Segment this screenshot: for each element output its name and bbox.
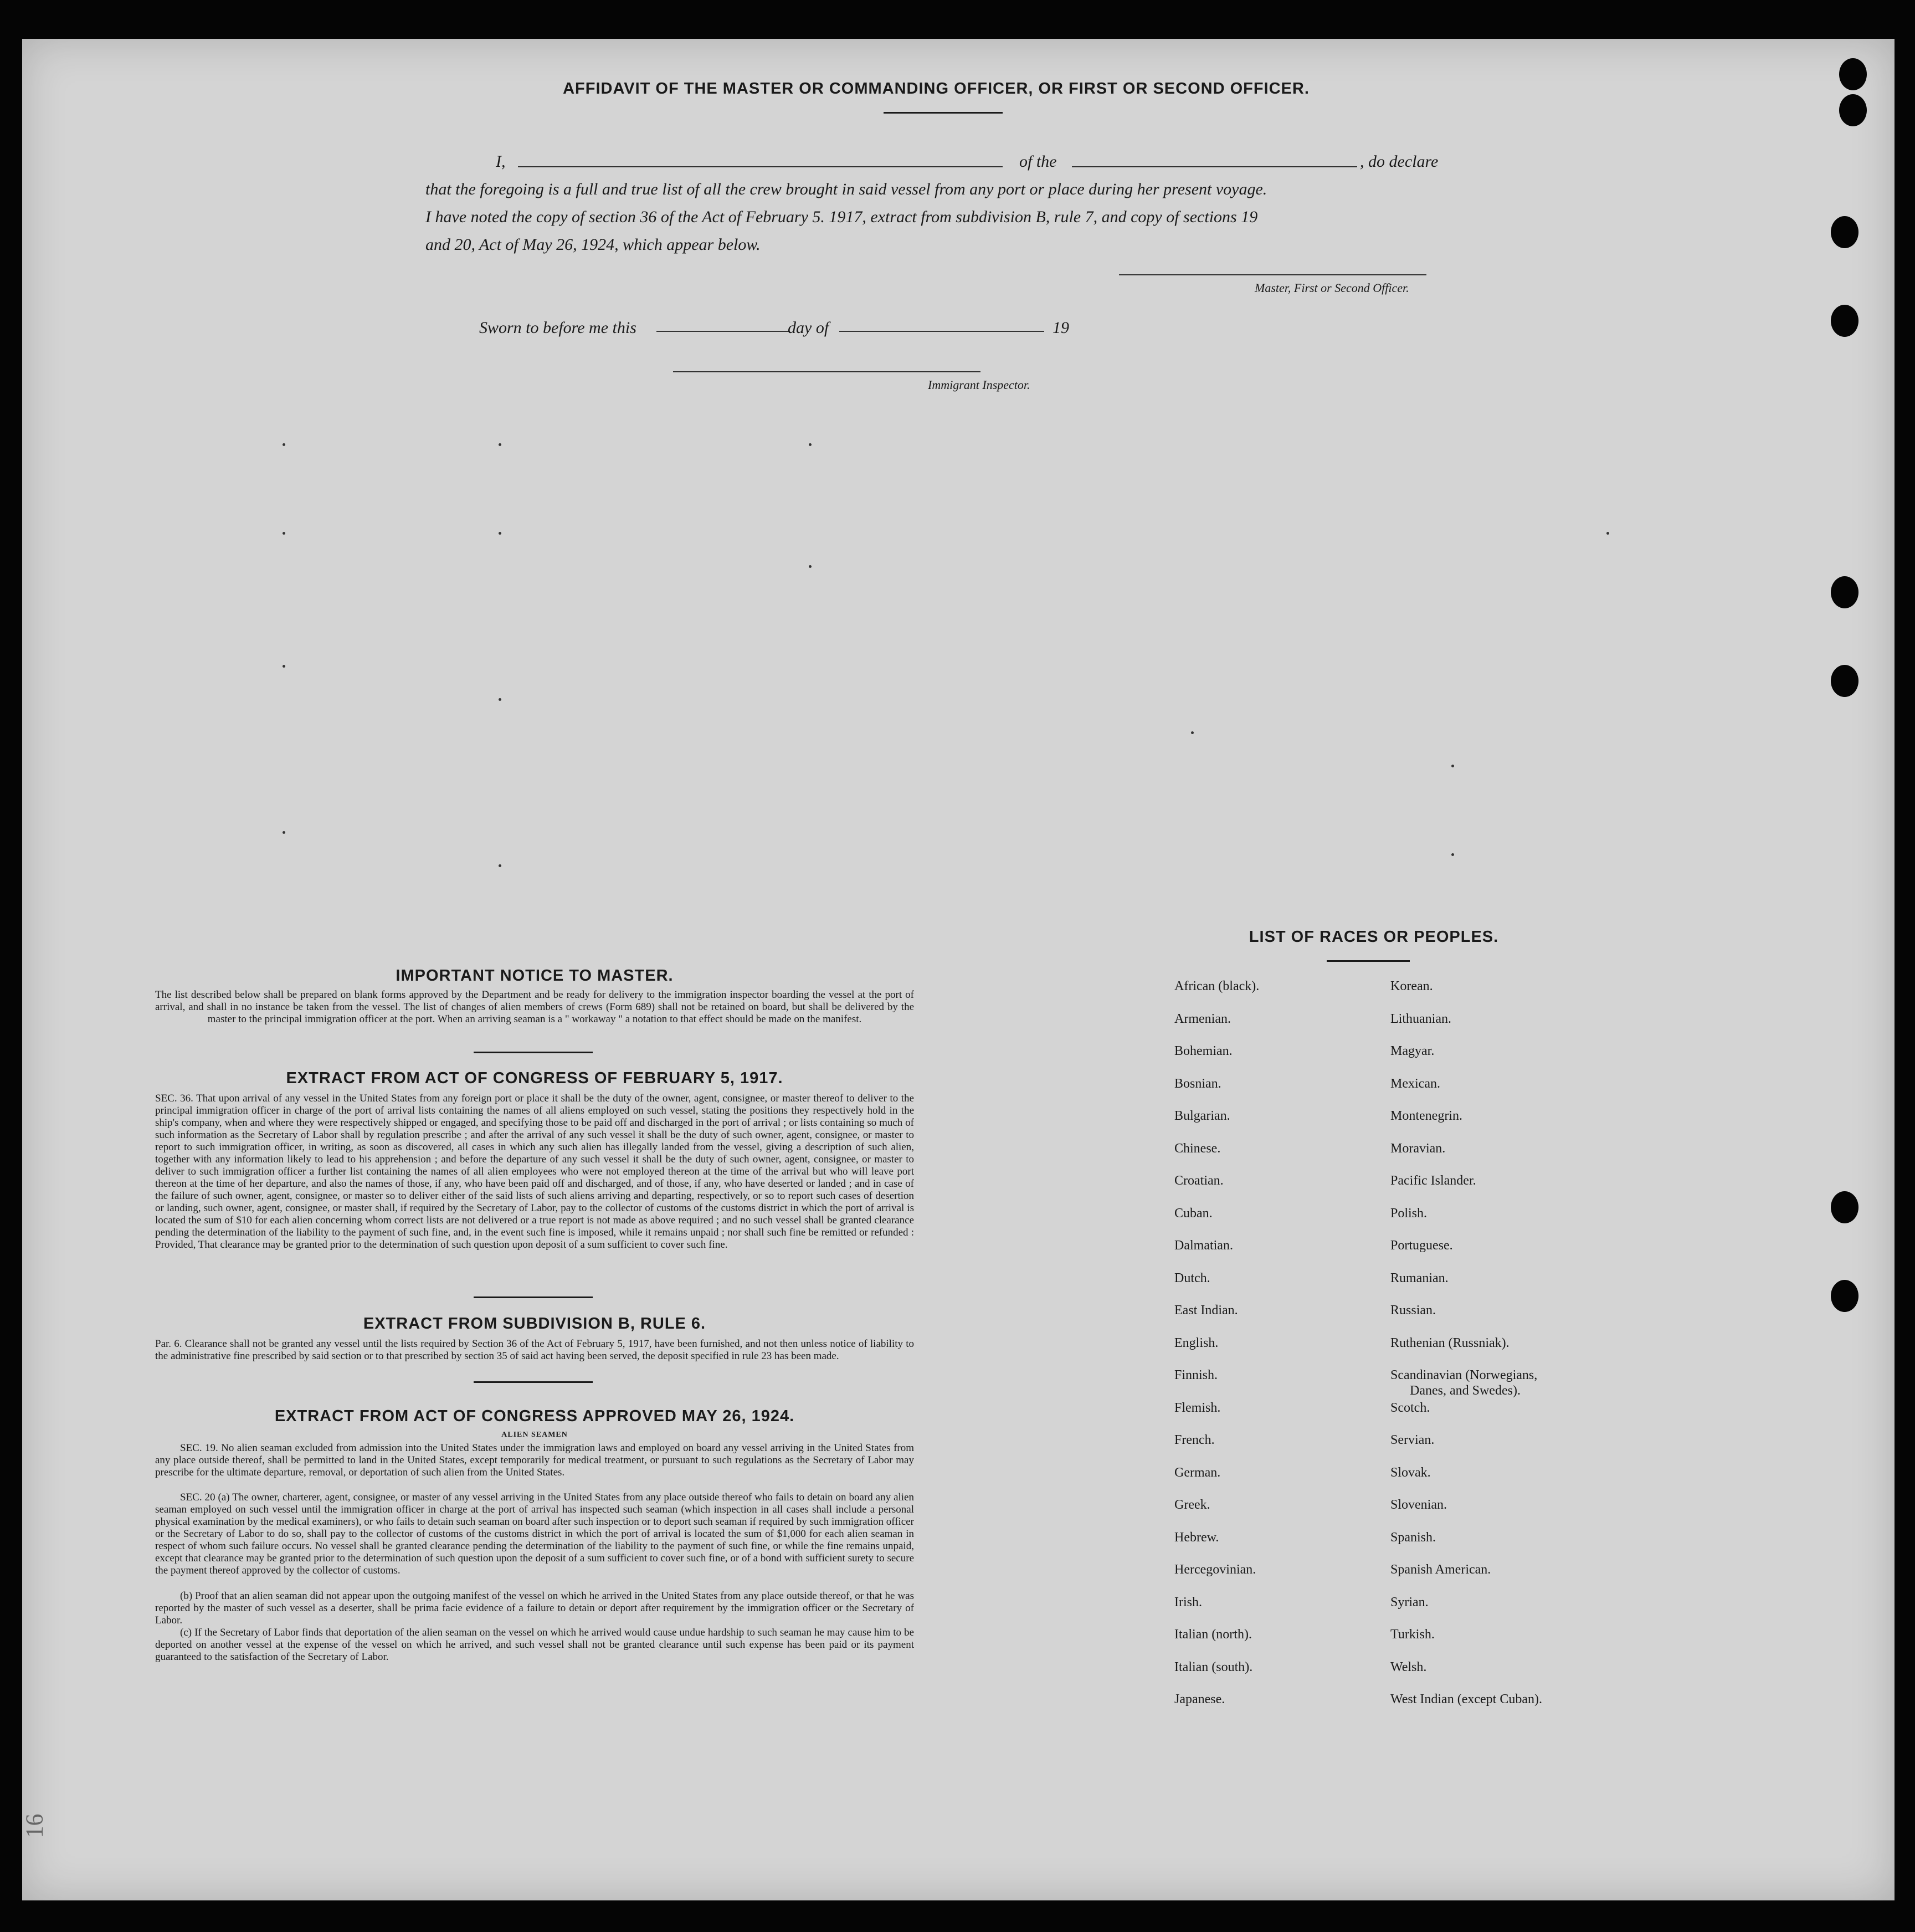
races-title: LIST OF RACES OR PEOPLES. [1249,928,1499,946]
race-item: Japanese. [1174,1692,1225,1706]
affidavit-i-label: I, [496,152,506,171]
race-item: Dalmatian. [1174,1238,1233,1253]
day-blank-line [656,331,789,332]
race-item: Bosnian. [1174,1076,1221,1091]
race-item: African (black). [1174,979,1260,993]
year-label: 19 [1053,319,1069,337]
race-item: Chinese. [1174,1141,1221,1156]
month-blank-line [839,331,1044,332]
binder-hole [1831,1191,1858,1223]
race-item: French. [1174,1433,1215,1447]
race-item: German. [1174,1465,1221,1480]
vessel-blank-line [1072,166,1357,167]
bleed-mark [283,665,285,668]
affidavit-line-3: I have noted the copy of section 36 of the Act of February 5. 1917, extract from subdivision B, rule 7, and copy of sections 19 [425,208,1258,226]
race-item: West Indian (except Cuban). [1390,1692,1542,1706]
race-item: Greek. [1174,1498,1210,1512]
bleed-mark [499,443,501,446]
race-item: Spanish American. [1390,1562,1491,1577]
bleed-mark [499,698,501,701]
bleed-mark [1606,532,1609,535]
race-item: Slovak. [1390,1465,1431,1480]
race-item: Dutch. [1174,1270,1210,1285]
race-item: Syrian. [1390,1595,1429,1610]
section-divider [474,1052,593,1053]
extract-1917-title: EXTRACT FROM ACT OF CONGRESS OF FEBRUARY 5, 1917. [286,1069,783,1087]
race-item: Armenian. [1174,1011,1231,1026]
race-item: Croatian. [1174,1173,1224,1188]
race-item: English. [1174,1335,1219,1350]
affidavit-do-declare: , do declare [1360,152,1439,171]
race-item: Polish. [1390,1206,1428,1221]
inspector-caption: Immigrant Inspector. [928,378,1030,392]
race-item: Montenegrin. [1390,1109,1462,1123]
race-item: Italian (north). [1174,1627,1252,1642]
binder-hole [1831,216,1858,248]
signature-caption: Master, First or Second Officer. [1255,281,1409,295]
inspector-signature-line [673,371,980,372]
races-title-underline [1327,960,1410,962]
race-item: East Indian. [1174,1303,1238,1318]
race-item: Mexican. [1390,1076,1440,1091]
bleed-mark [809,565,812,568]
extract-1924-title: EXTRACT FROM ACT OF CONGRESS APPROVED MAY 26, 1924. [274,1407,795,1425]
race-item: Scotch. [1390,1400,1430,1415]
race-item: Finnish. [1174,1368,1218,1382]
race-item: Welsh. [1390,1659,1427,1674]
race-item: Irish. [1174,1595,1202,1610]
binder-hole [1831,305,1858,337]
bleed-mark [283,532,285,535]
alien-seamen-subtitle: ALIEN SEAMEN [501,1431,568,1439]
margin-mark: 16 [20,1813,48,1838]
race-item: Hercegovinian. [1174,1562,1256,1577]
bleed-mark [1191,731,1194,734]
race-item: Bohemian. [1174,1044,1233,1058]
extract-1924-sec-20c: (c) If the Secretary of Labor finds that deportation of the alien seaman on the vessel on which he arrived would cause undue hardship to such seaman he may cause him to be deported on another vessel at the expense of the vessel on which he arrived, and such vessel shall not be granted clearance until such expense has been paid or its payment guaranteed to the satisfaction of the Secretary of Labor. [155,1627,914,1663]
race-item: Hebrew. [1174,1530,1219,1545]
affidavit-title: AFFIDAVIT OF THE MASTER OR COMMANDING OFFICER, OR FIRST OR SECOND OFFICER. [563,80,1310,98]
race-item: Bulgarian. [1174,1109,1230,1123]
notice-title: IMPORTANT NOTICE TO MASTER. [396,967,674,985]
bleed-mark [499,864,501,867]
race-item: Turkish. [1390,1627,1435,1642]
extract-1924-sec-19: SEC. 19. No alien seaman excluded from admission into the United States under the immigration laws and employed on board any vessel arriving in the United States from any place outside thereof, shall be permitted to land in the United States, except temporarily for medical treatment, or pursuant to such regulations as the Secretary of Labor may prescribe for the ultimate departure, removal, or deportation of such alien from the United States. [155,1442,914,1478]
race-item: Korean. [1390,979,1433,993]
race-item: Flemish. [1174,1400,1221,1415]
signature-line [1119,274,1426,275]
affidavit-of-the: of the [1019,152,1057,171]
name-blank-line [518,166,1003,167]
race-item: Russian. [1390,1303,1436,1318]
race-item: Ruthenian (Russniak). [1390,1335,1510,1350]
bleed-mark [1451,853,1454,856]
notice-text: The list described below shall be prepared on blank forms approved by the Department and be ready for delivery to the immigration inspector boarding the vessel at the port of arrival, and shall in no instance be taken from the vessel. The list of changes of alien members of crews (Form 689) shall not be retained on board, but shall be delivered by the master to the principal immigration officer at the port. When an arriving seaman is a " workaway " a notation to that effect should be made on the manifest. [155,989,914,1025]
race-item: Cuban. [1174,1206,1213,1221]
race-item: Portuguese. [1390,1238,1453,1253]
race-item: Magyar. [1390,1044,1435,1058]
race-item: Rumanian. [1390,1270,1449,1285]
extract-subdivision-b-text: Par. 6. Clearance shall not be granted any vessel until the lists required by Section 36 of the Act of February 5, 1917, have been furnished, and not then unless notice of liability to the administrative fine prescribed by said section or to that prescribed by section 35 of said act having been served, the deposit specified in rule 23 has been made. [155,1338,914,1362]
bleed-mark [499,532,501,535]
race-item: Pacific Islander. [1390,1173,1476,1188]
race-scandinavian-continued: Danes, and Swedes). [1410,1383,1521,1398]
race-item: Scandinavian (Norwegians, [1390,1368,1538,1382]
day-of-label: day of [788,319,829,337]
race-item: Servian. [1390,1433,1435,1447]
sworn-label: Sworn to before me this [479,319,636,337]
bleed-mark [1451,765,1454,767]
race-item: Spanish. [1390,1530,1436,1545]
race-item: Lithuanian. [1390,1011,1451,1026]
section-divider [474,1381,593,1383]
extract-1917-text: SEC. 36. That upon arrival of any vessel in the United States from any foreign port or place it shall be the duty of the owner, agent, consignee, or master thereof to deliver to the principal immigration officer in charge of the port of arrival lists containing the names of all aliens employed on such vessel, stating the positions they respectively hold in the ship's company, when and where they were respectively shipped or engaged, and specifying those to be paid off and discharged in the port of arrival ; or lists containing so much of such information as the Secretary of Labor shall by regulation prescribe ; and after the arrival of any such vessel it shall be the duty of such owner, agent, consignee, or master to report to such immigration officer, in writing, as soon as discovered, all cases in which any such alien has illegally landed from the vessel, giving a description of such alien, together with any information likely to lead to his apprehension ; and before the departure of any such vessel it shall be the duty of such owner, agent, consignee, or master to deliver to such immigration officer a further list containing the names of all alien employees who were not employed thereon at the time of the arrival but who will leave port thereon at the time of her departure, and also the names of those, if any, who have been paid off and discharged, and of those, if any, who have deserted or landed ; and in case of the failure of such owner, agent, consignee, or master so to deliver either of the said lists of such aliens arriving and departing, respectively, or so to report such cases of desertion or landing, such owner, agent, consignee, or master shall, if required by the Secretary of Labor, pay to the collector of customs of the customs district in which the port of arrival is located the sum of $10 for each alien concerning whom correct lists are not delivered or a true report is not made as above required ; and no such vessel shall be granted clearance pending the determination of the liability to the payment of such fine, and, in the event such fine is imposed, while it remains unpaid ; nor shall such fine be remitted or refunded : Provided, That clearance may be granted prior to the determination of such question upon deposit of a sum sufficient to cover such fine. [155,1093,914,1251]
extract-1924-sec-20a: SEC. 20 (a) The owner, charterer, agent, consignee, or master of any vessel arriving in the United States from any place outside thereof who fails to detain on board any alien seaman employed on such vessel until the immigration officer in charge at the port of arrival has inspected such seaman (which inspection in all cases shall include a personal physical examination by the medical examiners), or who fails to detain such seaman on board after such inspection or to deport such seaman if required by such immigration officer or the Secretary of Labor to do so, shall pay to the collector of customs of the customs district in which the port of arrival is located the sum of $1,000 for each alien seaman in respect of whom such failure occurs. No vessel shall be granted clearance pending the determination of the liability to the payment of such fine, or while the fine remains unpaid, except that clearance may be granted prior to the determination of such question upon the deposit of a sum sufficient to cover such fine, or of a bond with sufficient surety to secure the payment thereof approved by the collector of customs. [155,1492,914,1576]
bleed-mark [283,443,285,446]
extract-subdivision-b-title: EXTRACT FROM SUBDIVISION B, RULE 6. [363,1315,706,1333]
race-item: Slovenian. [1390,1498,1447,1512]
bleed-mark [283,831,285,834]
section-divider [474,1296,593,1298]
binder-hole [1831,665,1858,697]
binder-hole [1831,576,1858,608]
race-item: Moravian. [1390,1141,1446,1156]
race-item: Italian (south). [1174,1659,1253,1674]
affidavit-line-2: that the foregoing is a full and true list of all the crew brought in said vessel from any port or place during her present voyage. [425,180,1267,198]
extract-1924-sec-20b: (b) Proof that an alien seaman did not appear upon the outgoing manifest of the vessel on which he arrived in the United States from any place outside thereof, or that he was reported by the master of such vessel as a deserter, shall be prima facie evidence of a failure to detain or deport after requirement by the immigration officer or the Secretary of Labor. [155,1590,914,1626]
title-underline [884,112,1003,114]
binder-hole [1839,94,1867,126]
binder-hole [1831,1280,1858,1312]
bleed-mark [809,443,812,446]
affidavit-line-4: and 20, Act of May 26, 1924, which appear below. [425,235,761,254]
